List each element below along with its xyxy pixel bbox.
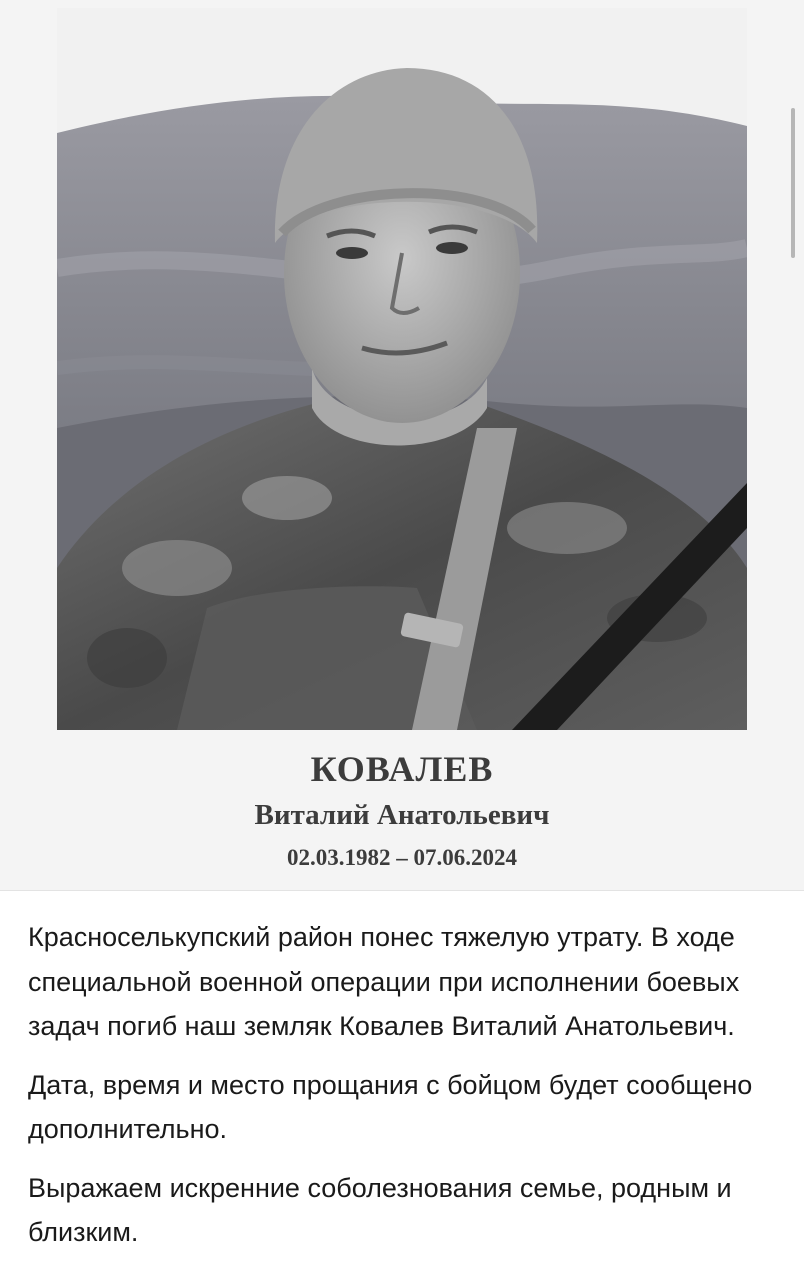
vertical-scrollbar[interactable] — [791, 108, 795, 258]
memorial-dates: 02.03.1982 – 07.06.2024 — [287, 845, 517, 870]
portrait-image — [57, 8, 747, 730]
post-paragraph: Дата, время и место прощания с бойцом будет сообщено дополнительно. — [28, 1069, 753, 1144]
memorial-name-patronymic: Виталий Анатольевич — [254, 799, 550, 831]
memorial-surname: КОВАЛЕВ — [310, 749, 494, 789]
memorial-caption — [0, 745, 804, 877]
post-paragraph: Красноселькупский район понес тяжелую утрату. В ходе специальной военной операции при исполнении боевых задач погиб наш земляк Ковалев Виталий Анатольевич. — [28, 922, 740, 1041]
post-paragraph: Выражаем искренние соболезнования семье, родным и близким. — [28, 1172, 732, 1247]
memorial-portrait — [57, 8, 747, 730]
post-text — [28, 915, 788, 1269]
